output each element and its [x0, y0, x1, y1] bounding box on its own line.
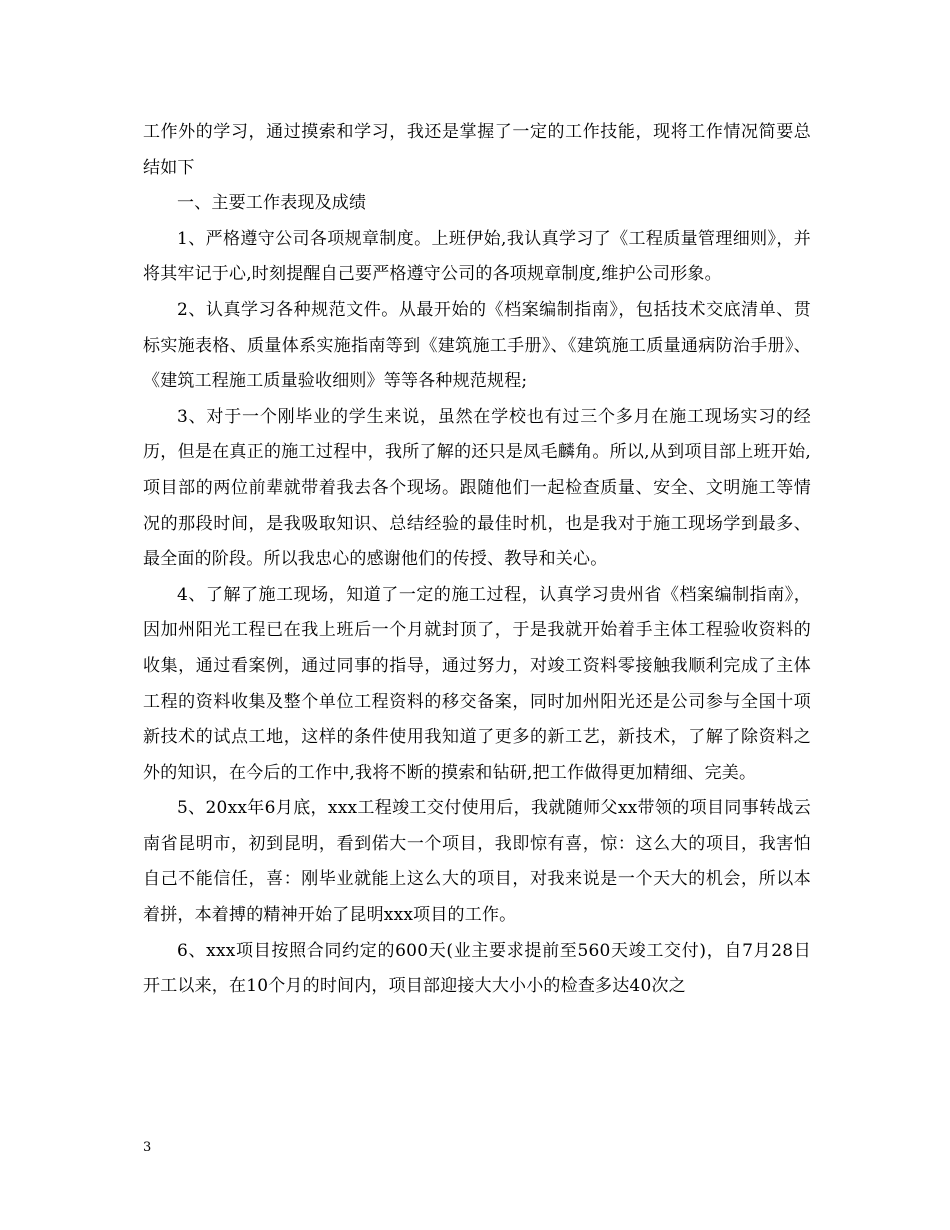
paragraph-item-2: 2、认真学习各种规范文件。从最开始的《档案编制指南》，包括技术交底清单、贯标实施表格、质量体系实施指南等到《建筑施工手册》、《建筑施工质量通病防治手册》、《建筑工程施工质量验收细则》等等各种规范规程; — [143, 299, 811, 392]
document-body — [143, 115, 811, 1005]
paragraph-item-1: 1、严格遵守公司各项规章制度。上班伊始,我认真学习了《工程质量管理细则》，并将其牢记于心,时刻提醒自己要严格遵守公司的各项规章制度,维护公司形象。 — [143, 228, 811, 285]
paragraph-item-4: 4、了解了施工现场，知道了一定的施工过程，认真学习贵州省《档案编制指南》，因加州阳光工程已在我上班后一个月就封顶了，于是我就开始着手主体工程验收资料的收集，通过看案例，通过同事的指导，通过努力，对竣工资料零接触我顺利完成了主体工程的资料收集及整个单位工程资料的移交备案，同时加州阳光还是公司参与全国十项新技术的试点工地，这样的条件使用我知道了更多的新工艺，新技术，了解了除资料之外的知识，在今后的工作中,我将不断的摸索和钻研,把工作做得更加精细、完美。 — [143, 584, 811, 783]
paragraph-item-6: 6、xxx项目按照合同约定的600天(业主要求提前至560天竣工交付)，自7月28日开工以来，在10个月的时间内，项目部迎接大大小小的检查多达40次之 — [143, 940, 811, 997]
paragraph-intro: 工作外的学习，通过摸索和学习，我还是掌握了一定的工作技能，现将工作情况简要总结如下 — [143, 122, 811, 178]
section-heading: 一、主要工作表现及成绩 — [177, 193, 367, 214]
paragraph-item-5: 5、20xx年6月底，xxx工程竣工交付使用后，我就随师父xx带领的项目同事转战云南省昆明市，初到昆明，看到偌大一个项目，我即惊有喜，惊：这么大的项目，我害怕自己不能信任，喜：刚毕业就能上这么大的项目，对我来说是一个天大的机会，所以本着拼，本着搏的精神开始了昆明xxx项目的工作。 — [143, 798, 811, 926]
page-number: 3 — [143, 1140, 152, 1155]
paragraph-item-3: 3、对于一个刚毕业的学生来说，虽然在学校也有过三个多月在施工现场实习的经历，但是在真正的施工过程中，我所了解的还只是凤毛麟角。所以,从到项目部上班开始,项目部的两位前辈就带着我去各个现场。跟随他们一起检查质量、安全、文明施工等情况的那段时间，是我吸取知识、总结经验的最佳时机，也是我对于施工现场学到最多、最全面的阶段。所以我忠心的感谢他们的传授、教导和关心。 — [143, 406, 811, 570]
